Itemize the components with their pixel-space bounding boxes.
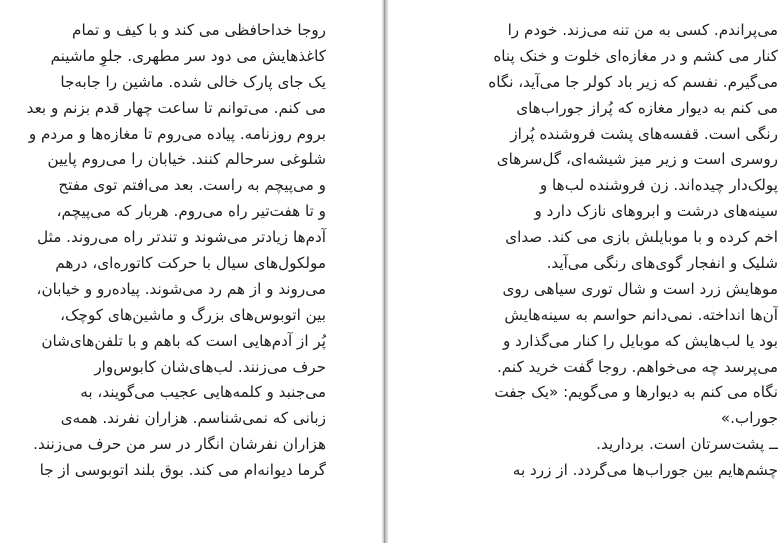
text-line: چشم‌هایم بین جوراب‌ها می‌گردد. از زرد به: [512, 461, 778, 480]
text-line: روجا خداحافظی می کند و با کیف و تمام: [72, 21, 326, 39]
text-line: شلوغی سرحالم کنند. خیابان را می‌روم پایین: [47, 150, 326, 169]
text-line: روسری است و زیر میز شیشه‌ای، گل‌سرهای: [496, 150, 778, 169]
text-line: بین اتوبوس‌های بزرگ و ماشین‌های کوچک،: [60, 305, 326, 324]
text-line: سینه‌های درشت و ابروهای نازک دارد و: [534, 202, 778, 221]
text-line: اخم کرده و با موبایلش بازی می کند. صدای: [505, 228, 778, 247]
text-line: و می‌پیچم به راست. بعد می‌افتم توی مفتح: [58, 176, 326, 195]
text-line: می‌پرسد چه می‌خواهم. روجا گفت خرید کنم.: [496, 357, 778, 376]
text-line: جوراب.»: [720, 409, 778, 428]
text-line: کنار می کشم و در مغازه‌ای خلوت و خنک پناه: [493, 46, 778, 65]
book-spine-line: [384, 0, 385, 543]
right-page-text: [488, 18, 778, 484]
text-line: پُر از آدم‌هایی است که باهم و با تلفن‌های‌شان: [41, 331, 326, 350]
text-line: مولکول‌های سیال با حرکت کاتوره‌ای، درهم: [55, 254, 326, 273]
text-line: می کنم. می‌توانم تا ساعت چهار قدم بزنم و بعد: [26, 98, 326, 117]
text-line: می‌جنبد و کلمه‌هایی عجیب می‌گویند، به: [80, 383, 326, 402]
text-line: گرما دیوانه‌ام می کند. بوق بلند اتوبوسی از جا: [39, 461, 326, 480]
text-line: می‌روند و از هم رد می‌شوند. پیاده‌رو و خیابان،: [36, 279, 326, 298]
text-line: موهایش زرد است و شال توری سیاهی روی: [502, 279, 778, 298]
text-line: و تا هفت‌تیر راه می‌روم. هربار که می‌پیچم،: [56, 202, 326, 221]
right-page: [388, 0, 778, 543]
text-line: کاغذهایش می دود سر مطهری. جلوِ ماشینم: [50, 46, 326, 65]
text-line: آن‌ها انداخته. نمی‌دانم حواسم به سینه‌هایش: [504, 305, 778, 324]
text-line: ــ پشت‌سرتان است. بردارید.: [596, 435, 778, 454]
text-line: یک جای پارک خالی شده. ماشین را جابه‌جا: [60, 72, 326, 91]
text-line: پولک‌دار چیده‌اند. زن فروشنده لب‌ها و: [539, 176, 778, 195]
text-line: نگاه می کنم به دیوارها و می‌گویم: «یک جفت: [494, 383, 778, 402]
text-line: می کنم به دیوار مغازه که پُراز جوراب‌های: [516, 98, 778, 117]
text-line: حرف می‌زنند. لب‌های‌شان کابوس‌وار: [94, 357, 326, 376]
text-line: آدم‌ها زیادتر می‌شوند و تندتر راه می‌روند. مثل: [37, 228, 326, 247]
left-page-text: [26, 18, 326, 484]
text-line: بروم روزنامه. پیاده می‌روم تا مغازه‌ها و مردم و: [28, 124, 326, 143]
text-line: شلیک و انفجار گوی‌های رنگی می‌آید.: [546, 254, 778, 273]
text-line: زبانی که نمی‌شناسم. هزاران نفرند. همه‌ی: [60, 409, 326, 428]
text-line: هزاران نفرشان انگار در سر من حرف می‌زنند.: [33, 435, 326, 454]
text-line: می‌گیرم. نفسم که زیر باد کولر جا می‌آید، نگاه: [488, 72, 778, 91]
left-page: [0, 0, 382, 543]
text-line: بود یا لب‌هایش که موبایل را کنار می‌گذارد و: [503, 331, 778, 350]
text-line: می‌پراندم. کسی به من تنه می‌زند. خودم را: [507, 21, 778, 39]
text-line: رنگی است. قفسه‌های پشت فروشنده پُراز: [510, 124, 778, 143]
